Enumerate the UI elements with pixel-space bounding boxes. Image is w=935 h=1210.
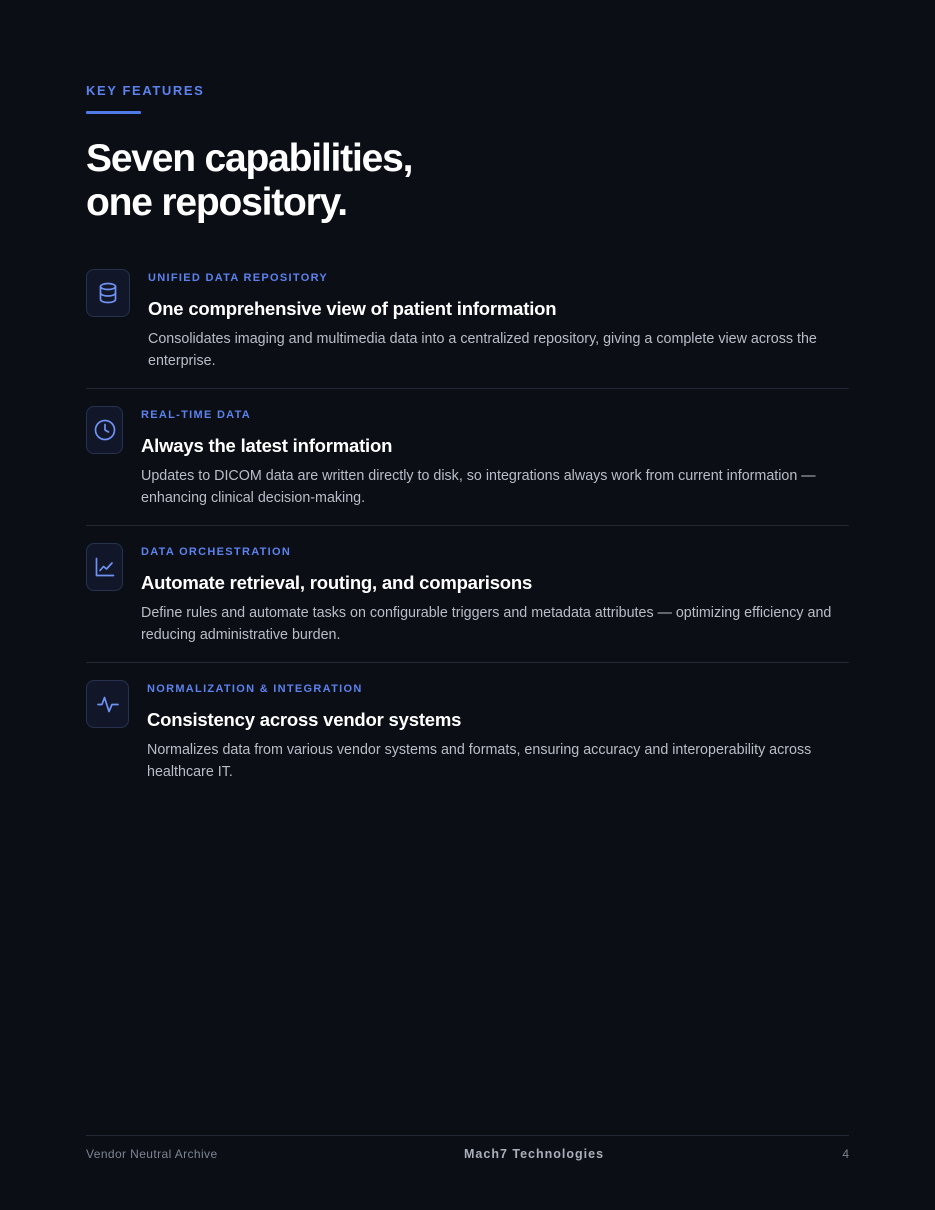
page-title-line-2: one repository. [86, 181, 347, 224]
database-icon [96, 281, 120, 305]
feature-text [141, 543, 849, 646]
footer-company-name: Mach7 Technologies [464, 1147, 605, 1161]
feature-divider [86, 388, 849, 389]
footer-document-title: Vendor Neutral Archive [86, 1147, 218, 1161]
feature-tag: REAL-TIME DATA [141, 409, 252, 421]
page-title [86, 137, 412, 225]
feature-real-time-data [86, 406, 849, 516]
feature-normalization-integration [86, 680, 849, 790]
feature-description: Updates to DICOM data are written directly to disk, so integrations always work from current information — enhancing clinical decision-making. [141, 468, 816, 506]
feature-icon-box [86, 543, 123, 591]
feature-tag: DATA ORCHESTRATION [141, 546, 292, 558]
feature-icon-box [86, 269, 130, 317]
feature-text [148, 269, 849, 372]
page [86, 0, 849, 1210]
feature-icon-box [86, 406, 123, 454]
feature-data-orchestration [86, 543, 849, 653]
page-number: 4 [842, 1147, 849, 1161]
feature-unified-data-repository [86, 269, 849, 379]
feature-description: Consolidates imaging and multimedia data into a centralized repository, giving a complete view across the enterprise. [148, 331, 817, 369]
feature-tag: NORMALIZATION & INTEGRATION [147, 683, 363, 695]
feature-description: Normalizes data from various vendor systems and formats, ensuring accuracy and interoperability across healthcare IT. [147, 742, 812, 780]
feature-title: Always the latest information [141, 435, 393, 456]
page-title-line-1: Seven capabilities, [86, 137, 413, 180]
feature-title: One comprehensive view of patient information [148, 298, 557, 319]
feature-description: Define rules and automate tasks on configurable triggers and metadata attributes — optimizing efficiency and reducing administrative burden. [141, 605, 832, 643]
feature-tag: UNIFIED DATA REPOSITORY [148, 272, 329, 284]
section-eyebrow: KEY FEATURES [86, 83, 205, 98]
clock-icon [93, 418, 117, 442]
feature-title: Automate retrieval, routing, and comparisons [141, 572, 533, 593]
feature-text [147, 680, 849, 783]
activity-icon [96, 692, 120, 716]
feature-divider [86, 525, 849, 526]
feature-divider [86, 662, 849, 663]
line-chart-icon [93, 555, 117, 579]
feature-title: Consistency across vendor systems [147, 709, 462, 730]
eyebrow-underline [86, 111, 141, 114]
feature-text [141, 406, 849, 509]
feature-icon-box [86, 680, 129, 728]
footer-divider [86, 1135, 849, 1136]
